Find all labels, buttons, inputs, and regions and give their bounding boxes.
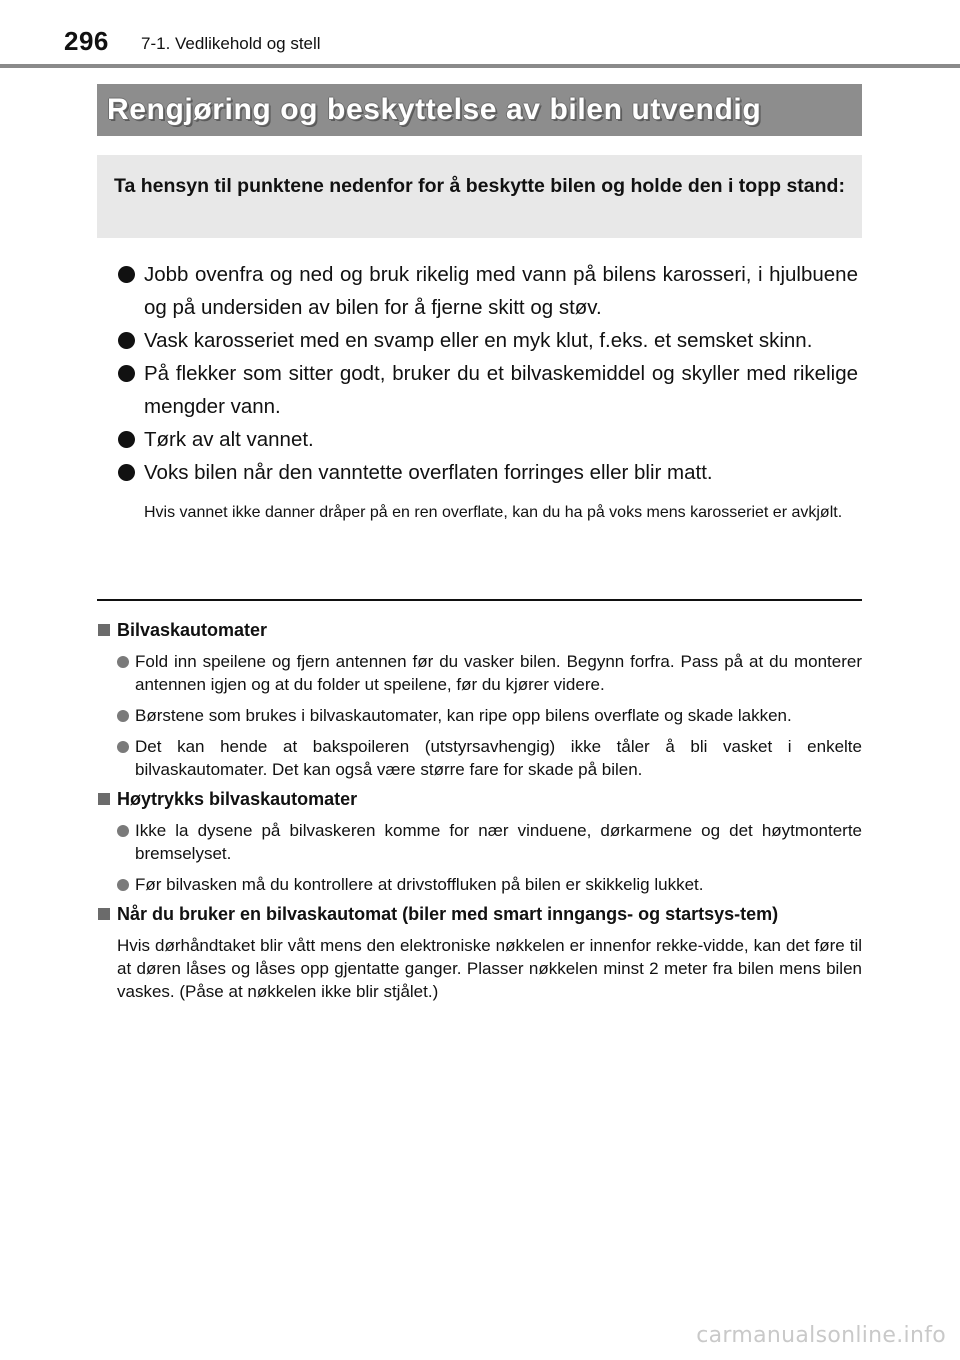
section-reference: 7-1. Vedlikehold og stell xyxy=(141,34,321,53)
square-bullet-icon xyxy=(98,908,110,920)
wax-note: Hvis vannet ikke danner dråper på en ren overflate, kan du ha på voks mens karosseriet er avkjølt. xyxy=(144,504,843,521)
page-title-bar xyxy=(97,84,862,136)
bullet-icon xyxy=(118,365,135,382)
note-item-text: Før bilvasken må du kontrollere at drivstoffluken på bilen er skikkelig lukket. xyxy=(135,875,704,894)
dot-bullet-icon xyxy=(117,879,129,891)
bullet-icon xyxy=(118,332,135,349)
note-item xyxy=(97,704,862,727)
note-item xyxy=(97,650,862,696)
page-number: 296 xyxy=(64,26,109,56)
note-item xyxy=(97,735,862,781)
list-item-text: På flekker som sitter godt, bruker du et bilvaskemiddel og skyller med rikelige mengder vann. xyxy=(144,362,858,418)
note-item-text: Fold inn speilene og fjern antennen før du vasker bilen. Begynn forfra. Pass på at du monterer antennen igjen og at du folder ut speilene, før du kjører videre. xyxy=(135,652,862,694)
note-item xyxy=(97,819,862,865)
list-item-text: Tørk av alt vannet. xyxy=(144,428,314,451)
dot-bullet-icon xyxy=(117,825,129,837)
page-title: Rengjøring og beskyttelse av bilen utvendig xyxy=(107,93,762,126)
note-item xyxy=(97,873,862,896)
note-heading xyxy=(97,902,862,926)
intro-box: Ta hensyn til punktene nedenfor for å beskytte bilen og holde den i topp stand: xyxy=(97,155,862,238)
header-rule xyxy=(0,64,960,68)
note-heading-text: Når du bruker en bilvaskautomat (biler med smart inngangs- og startsys-tem) xyxy=(117,904,779,924)
note-item-text: Ikke la dysene på bilvaskeren komme for nær vinduene, dørkarmene og det høytmonterte bremselyset. xyxy=(135,821,862,863)
note-heading-text: Høytrykks bilvaskautomater xyxy=(117,789,358,809)
list-item xyxy=(118,357,858,423)
dot-bullet-icon xyxy=(117,741,129,753)
notes-section xyxy=(97,612,862,1003)
note-item-text: Børstene som brukes i bilvaskautomater, kan ripe opp bilens overflate og skade lakken. xyxy=(135,706,792,725)
list-item-text: Vask karosseriet med en svamp eller en myk klut, f.eks. et semsket skinn. xyxy=(144,329,813,352)
section-divider xyxy=(97,599,862,601)
bullet-icon xyxy=(118,464,135,481)
list-item-text: Voks bilen når den vanntette overflaten forringes eller blir matt. xyxy=(144,461,713,484)
list-item xyxy=(118,423,858,456)
note-heading xyxy=(97,618,862,642)
note-heading-text: Bilvaskautomater xyxy=(117,620,268,640)
square-bullet-icon xyxy=(98,793,110,805)
main-list xyxy=(118,258,858,524)
watermark: carmanualsonline.info xyxy=(696,1323,946,1348)
list-item xyxy=(118,324,858,357)
list-item-text: Jobb ovenfra og ned og bruk rikelig med vann på bilens karosseri, i hjulbuene og på undersiden av bilen for å fjerne skitt og støv. xyxy=(144,263,858,319)
square-bullet-icon xyxy=(98,624,110,636)
bullet-icon xyxy=(118,266,135,283)
bullet-icon xyxy=(118,431,135,448)
note-paragraph: Hvis dørhåndtaket blir vått mens den elektroniske nøkkelen er innenfor rekke-vidde, kan det føre til at døren låses og låses opp gjentatte ganger. Plasser nøkkelen minst 2 meter fra bilen mens bilen vaskes. (Påse at nøkkelen ikke blir stjålet.) xyxy=(117,936,862,1001)
list-item xyxy=(118,456,858,489)
list-item xyxy=(118,258,858,324)
note-heading xyxy=(97,787,862,811)
note-item-text: Det kan hende at bakspoileren (utstyrsavhengig) ikke tåler å bli vasket i enkelte bilvaskautomater. Det kan også være større fare for skade på bilen. xyxy=(135,737,862,779)
dot-bullet-icon xyxy=(117,656,129,668)
dot-bullet-icon xyxy=(117,710,129,722)
